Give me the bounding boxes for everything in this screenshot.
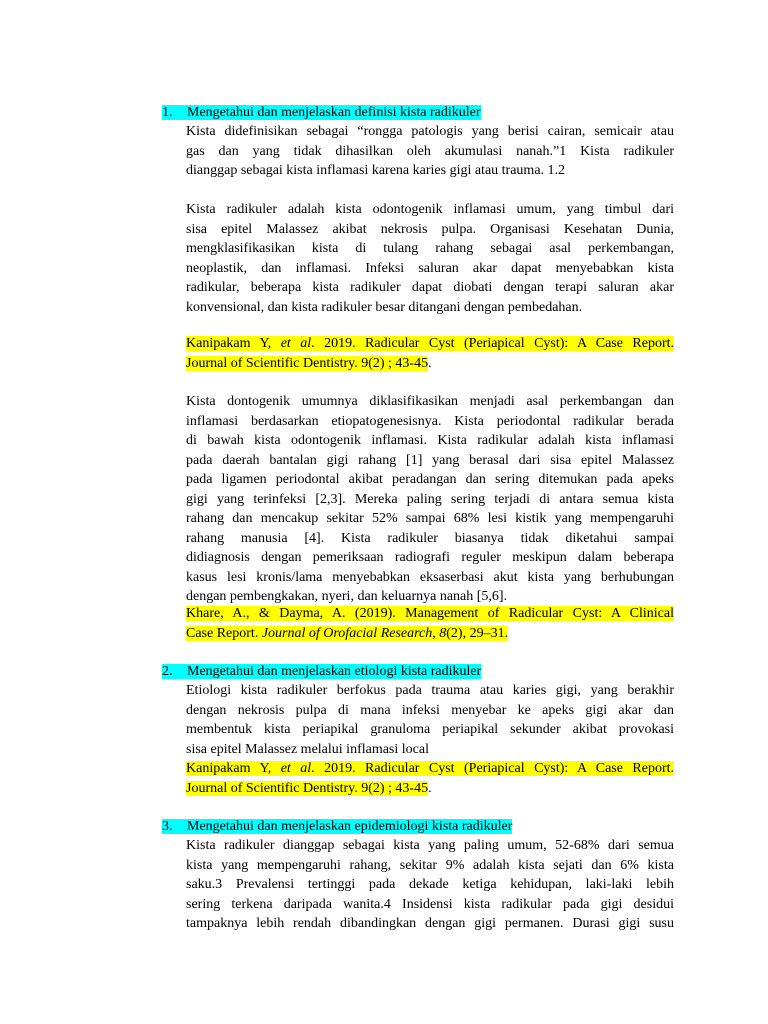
section-number: 3. <box>162 819 173 834</box>
text-line: inflamasi berdasarkan etiopatogenesisnya. Kista periodontal radikular berada <box>186 413 674 429</box>
heading-text: Mengetahui dan menjelaskan etiologi kista radikuler <box>187 664 482 679</box>
text-line: sisa epitel Malassez akibat nekrosis pulpa. Organisasi Kesehatan Dunia, <box>186 221 674 237</box>
reference-khare <box>186 604 674 643</box>
reference-kanipakam-2 <box>186 759 674 798</box>
definition-paragraph-3 <box>186 392 674 607</box>
text-line: rahang dan mencakup sekitar 52% sampai 68% lesi kistik yang mempengaruhi <box>186 511 674 526</box>
text-line: kista yang mempengaruhi rahang, sekitar 9% adalah kista sejati dan 6% kista <box>186 857 674 873</box>
ref-text: Journal of Scientific Dentistry. 9(2) ; 43-45 <box>186 780 429 796</box>
ref-italic: et al <box>280 761 312 776</box>
section-1-heading <box>162 103 481 123</box>
ref-italic: et al <box>280 336 312 351</box>
section-number: 1. <box>162 105 173 120</box>
ref-text: . <box>428 780 432 796</box>
text-line: radikular, beberapa kista radikuler dapat diobati dengan terapi saluran akar <box>186 280 674 295</box>
reference-line <box>186 354 674 374</box>
reference-line <box>186 779 674 799</box>
text-line: membentuk kista periapikal granuloma periapikal sekunder akibat provokasi <box>186 722 674 737</box>
text-line: saku.3 Prevalensi tertinggi pada dekade ketiga kehidupan, laki-laki lebih <box>186 877 674 892</box>
ref-text: (2), 29–31. <box>446 625 509 641</box>
text-line: neoplastik, dan inflamasi. Infeksi saluran akar dapat menyebabkan kista <box>186 260 674 276</box>
section-number: 2. <box>162 664 173 679</box>
text-line: dengan pembengkakan, nyeri, dan keluarnya nanah [5,6]. <box>186 589 508 604</box>
ref-text: Case Report. <box>186 625 262 641</box>
text-line: didiagnosis dengan pemeriksaan radiografi reguler meskipun dalam beberapa <box>186 550 674 565</box>
ref-text: Khare, A., & Dayma, A. (2019). Management of Radicular Cyst: A Clinical <box>186 606 674 621</box>
text-line: rahang manusia [4]. Kista radikuler biasanya tidak diketahui sampai <box>186 530 674 546</box>
text-line: Etiologi kista radikuler berfokus pada trauma atau karies gigi, yang berakhir <box>186 683 674 698</box>
text-line: Kista radikuler adalah kista odontogenik inflamasi umum, yang timbul dari <box>186 202 674 217</box>
ref-text: . 2019. Radicular Cyst (Periapical Cyst): A Case Report. <box>311 336 674 351</box>
reference-line <box>186 759 674 779</box>
text-line: gigi yang terinfeksi [2,3]. Mereka paling sering terjadi di antara semua kista <box>186 491 674 507</box>
reference-kanipakam-1 <box>186 334 674 373</box>
ref-text: Journal of Scientific Dentistry. 9(2) ; 43-45 <box>186 355 429 371</box>
text-line: Kista dontogenik umumnya diklasifikasikan menjadi asal perkembangan dan <box>186 394 674 409</box>
reference-line <box>186 334 674 354</box>
text-line: konvensional, dan kista radikuler besar ditangani dengan pembedahan. <box>186 299 583 315</box>
text-line: gas dan yang tidak dihasilkan oleh akumulasi nanah.”1 Kista radikuler <box>186 143 674 159</box>
ref-text: Kanipakam Y, <box>186 336 281 351</box>
text-line: pada ligamen periodontal akibat peradangan dan sering ditemukan pada apeks <box>186 472 674 487</box>
text-line: Kista radikuler dianggap sebagai kista yang paling umum, 52-68% dari semua <box>186 838 674 853</box>
text-line: pada daerah bantalan gigi rahang [1] yang berasal dari sisa epitel Malassez <box>186 452 674 468</box>
ref-text: Kanipakam Y, <box>186 761 281 776</box>
text-line: dianggap sebagai kista inflamasi karena karies gigi atau trauma. 1.2 <box>186 163 566 178</box>
section-2-heading <box>162 662 481 682</box>
text-line: tampaknya lebih rendah dibandingkan dengan gigi permanen. Durasi gigi susu <box>186 916 674 931</box>
text-line: Kista didefinisikan sebagai “rongga patologis yang berisi cairan, semicair atau <box>186 124 674 139</box>
definition-paragraph-1 <box>186 122 674 181</box>
text-line: mengklasifikasikan kista di tulang rahang sebagai asal perkembangan, <box>186 241 674 256</box>
section-3-heading <box>162 817 512 837</box>
text-line: sering terkena daripada wanita.4 Insidensi kista radikular pada gigi desidui <box>186 896 674 912</box>
ref-text: . <box>428 355 432 371</box>
ref-text: . 2019. Radicular Cyst (Periapical Cyst): A Case Report. <box>311 761 674 776</box>
ref-italic: 8 <box>439 625 447 641</box>
etiology-paragraph <box>186 681 674 759</box>
heading-text: Mengetahui dan menjelaskan definisi kista radikuler <box>187 105 481 120</box>
definition-paragraph-2 <box>186 200 674 317</box>
ref-text: , <box>432 625 440 641</box>
text-line: kasus lesi kronis/lama menyebabkan eksaserbasi akut kista yang berhubungan <box>186 569 674 585</box>
reference-line <box>186 624 674 644</box>
text-line: sisa epitel Malassez melalui inflamasi local <box>186 741 429 757</box>
text-line: dengan nekrosis pulpa di mana infeksi menyebar ke apeks gigi akar dan <box>186 702 674 718</box>
text-line: di bawah kista odontogenik inflamasi. Kista radikular adalah kista inflamasi <box>186 433 674 448</box>
ref-italic: Journal of Orofacial Research <box>261 625 433 641</box>
heading-text: Mengetahui dan menjelaskan epidemiologi kista radikuler <box>187 819 513 834</box>
epidemiology-paragraph <box>186 836 674 934</box>
reference-line <box>186 604 674 624</box>
